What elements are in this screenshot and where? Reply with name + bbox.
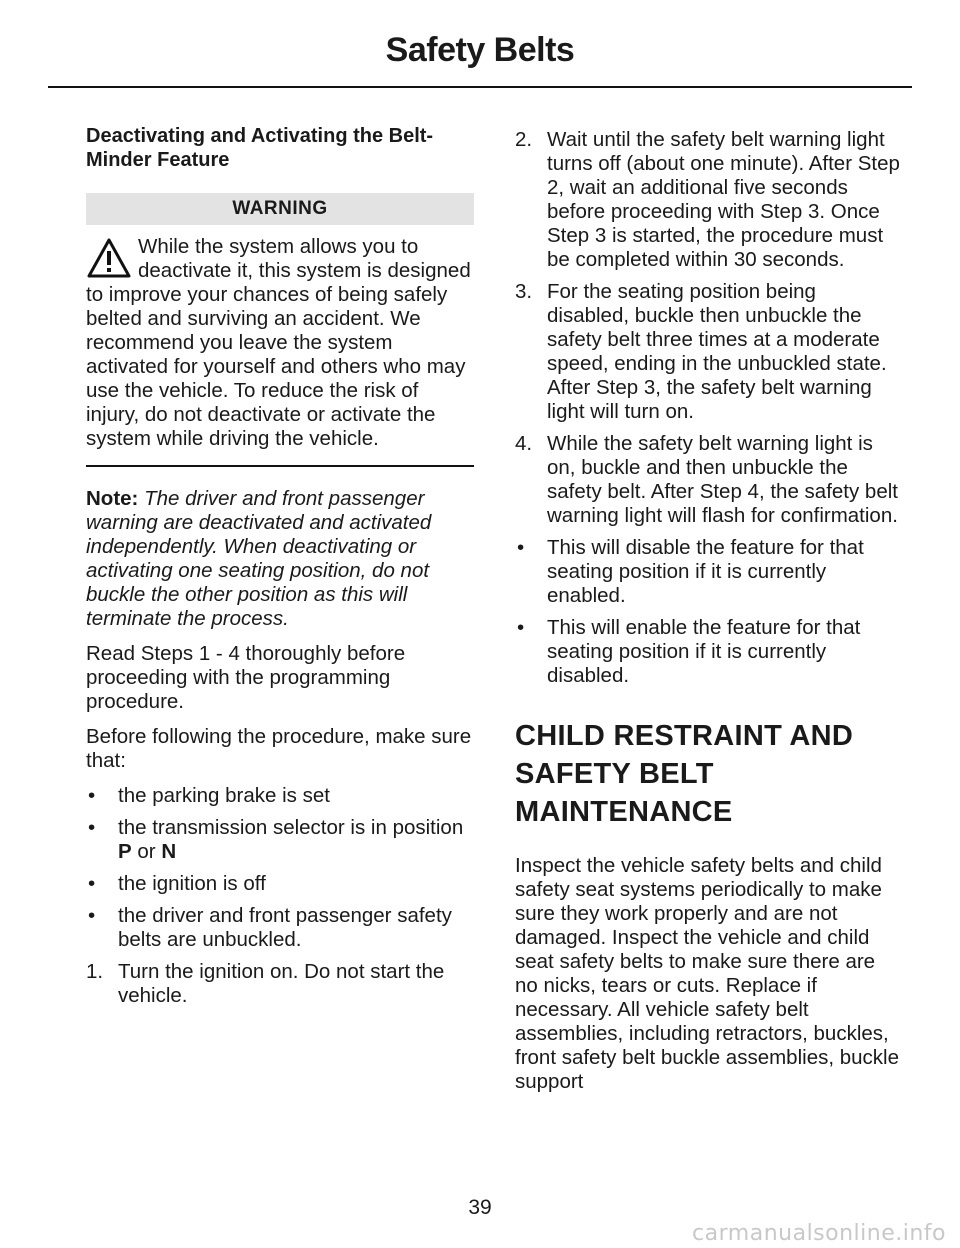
step-text: Wait until the safety belt warning light turns off (about one minute). After Step 2, wait an additional five seconds before proceeding with Step 3. Once Step 3 is started, the procedure must be completed within 30 seconds. [547, 128, 900, 271]
step-text: While the safety belt warning light is on, buckle and then unbuckle the safety belt. After Step 4, the safety belt warning light will flash for confirmation. [547, 432, 898, 527]
warning-text: While the system allows you to deactivate it, this system is designed to improve your chances of being safely belted and surviving an accident. We recommend you leave the system activated for yourself and others who may use the vehicle. To reduce the risk of injury, do not deactivate or activate the system while driving the vehicle. [86, 235, 471, 450]
list-item: • This will disable the feature for that seating position if it is currently enabled. [515, 536, 903, 608]
note-label: Note: [86, 487, 139, 510]
gear-n-label: N [161, 840, 177, 863]
section-heading-line: MAINTENANCE [515, 796, 733, 828]
list-item: • the driver and front passenger safety belts are unbuckled. [86, 904, 474, 952]
warning-label: WARNING [86, 193, 474, 225]
watermark: carmanualsonline.info [692, 1221, 946, 1246]
header-divider [48, 86, 912, 88]
list-item: • the ignition is off [86, 872, 474, 896]
warning-box [86, 235, 474, 451]
step-number: 2. [515, 128, 533, 151]
subsection-heading: Deactivating and Activating the Belt-Minder Feature [86, 125, 434, 171]
warning-divider [86, 465, 474, 467]
list-item: • This will enable the feature for that seating position if it is currently disabled. [515, 616, 903, 688]
step-number: 1. [86, 960, 104, 983]
list-item: • the parking brake is set [86, 784, 474, 808]
maintenance-paragraph: Inspect the vehicle safety belts and child safety seat systems periodically to make sure they work properly and are not damaged. Inspect the vehicle and child seat safety belts to make sure there are no nicks, tears or cuts. Replace if necessary. All vehicle safety belt assemblies, including retractors, buckles, front safety belt buckle assemblies, buckle support [515, 854, 899, 1093]
page-title: Safety Belts [385, 31, 575, 69]
page-header [48, 30, 912, 71]
step-item [515, 128, 903, 272]
left-column [86, 124, 474, 1016]
section-heading-line: CHILD RESTRAINT AND [515, 720, 854, 752]
section-heading [515, 720, 903, 828]
step-text: For the seating position being disabled, buckle then unbuckle the safety belt three times at a moderate speed, ending in the unbuckled state. After Step 3, the safety belt warning light will turn on. [547, 280, 887, 423]
step-item [515, 432, 903, 528]
precondition-list [86, 784, 474, 952]
note-text: The driver and front passenger warning are deactivated and activated independently. When deactivating or activating one seating position, do not buckle the other position as this will terminate the process. [86, 487, 432, 630]
note [86, 487, 474, 631]
section-heading-line: SAFETY BELT [515, 758, 714, 790]
or-text: or [131, 840, 162, 863]
gear-p-label: P [118, 840, 132, 863]
page-number: 39 [468, 1196, 492, 1219]
step-item [86, 960, 474, 1008]
paragraph-read-steps: Read Steps 1 - 4 thoroughly before proceeding with the programming procedure. [86, 642, 406, 713]
step-list [86, 960, 474, 1008]
paragraph-make-sure: Before following the procedure, make sure that: [86, 725, 472, 772]
result-list [515, 536, 903, 688]
right-column [515, 124, 903, 1105]
step-item [515, 280, 903, 424]
step-number: 4. [515, 432, 533, 455]
step-text: Turn the ignition on. Do not start the vehicle. [118, 960, 445, 1007]
step-number: 3. [515, 280, 533, 303]
step-list [515, 128, 903, 528]
list-item-text: the transmission selector is in position [118, 816, 464, 839]
list-item [86, 816, 474, 864]
warning-triangle-icon [86, 237, 132, 279]
